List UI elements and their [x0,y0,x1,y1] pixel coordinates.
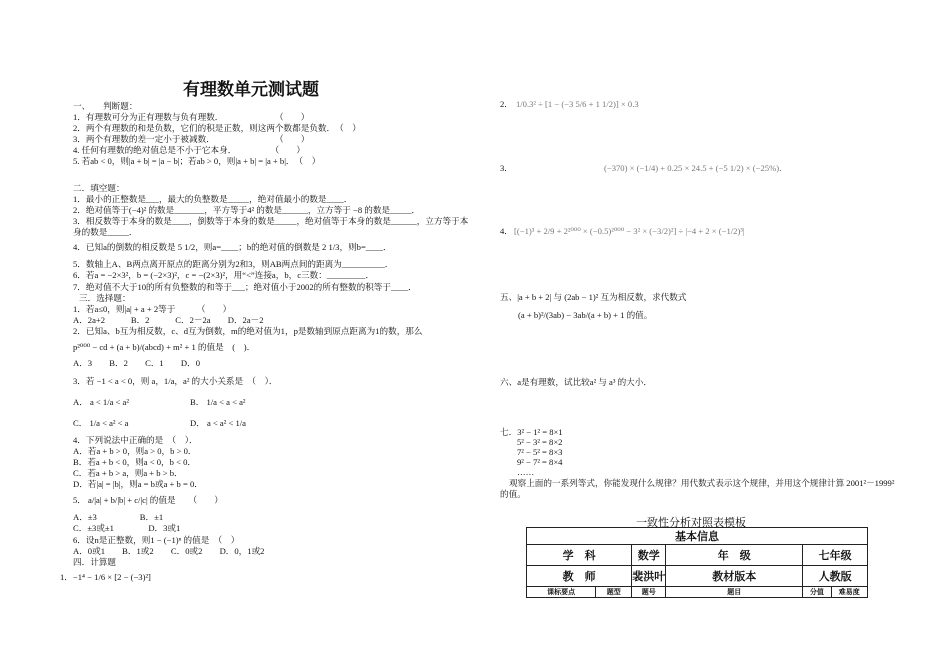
question-7-equation: 9² − 7² = 8×4 [517,457,563,467]
choice-option: C． 1/a < a² < a [73,418,129,428]
label-subject: 学 科 [527,545,632,566]
col-difficulty: 难易度 [831,587,867,598]
fill-item: 1．最小的正整数是___，最大的负整数是_____，绝对值最小的数是____． [73,194,353,204]
section-heading-calc: 四．计算题 [73,557,116,567]
choice-question: 6．设n是正整数，则1 − (−1)ⁿ 的值是 （ ） [73,535,240,545]
judge-item: 5. 若ab < 0，则|a + b| = |a − b|；若ab > 0，则|a + b| = |a + b|． （ ） [73,156,321,166]
label-textbook: 教材版本 [666,566,803,587]
choice-question: 2．已知a、b互为相反数，c、d互为倒数，m的绝对值为1，p是数轴到原点距离为1的数，那么 [73,326,423,336]
judge-item: 1．有理数可分为正有理数与负有理数． （ ） [73,112,310,122]
info-table [526,527,868,598]
col-question-type: 题型 [596,587,632,598]
fill-item: 6．若a = −2×3²，b = (−2×3)²，c = −(2×3)²，用“<”连接a，b，c三数：_________． [73,270,375,280]
choice-question: 4．下列说法中正确的是 （ ）． [73,435,198,445]
calc-number: 4． [500,226,513,236]
choice-question: 1．若a≤0，则|a| + a + 2等于 （ ） [73,304,232,314]
fill-item: 5．数轴上A、B两点离开原点的距离分别为2和3，则AB两点间的距离为__________． [73,259,394,269]
judge-item: 3．两个有理数的差一定小于被减数． （ ） [73,134,310,144]
choice-options: A．2a+2 B．2 C．2－2a D．2a－2 [73,315,264,325]
fill-item: 4．已知a的倒数的相反数是 5 1/2，则a=____；b的绝对值的倒数是 2 1/3，则b=____． [73,242,392,252]
col-question: 题目 [666,587,803,598]
section-heading-judge: 一、 判断题： [73,101,138,111]
calc-question-2: 1/0.3² ÷ [1 − (−3 5/6 + 1 1/2)] × 0.3 [516,99,639,109]
calc-question-1: 1．−1⁴ − 1/6 × [2 − (−3)²] [60,572,151,582]
choice-option: D．若|a| = |b|，则a = b或a + b = 0． [73,479,203,489]
question-7-equation: 七．3² − 1² = 8×1 [500,427,563,437]
choice-options: A．0或1 B．1或2 C．0或2 D．0，1或2 [73,546,265,556]
calc-number: 3． [500,163,513,173]
question-7-ellipsis: …… [517,467,535,477]
fill-item: 3．相反数等于本身的数是____，倒数等于本身的数是_____，绝对值等于本身的数是______，立方等于本 [73,216,469,226]
label-teacher: 教 师 [527,566,632,587]
choice-option: C．若a + b > a，则a + b > b． [73,468,183,478]
choice-option: B． 1/a < a < a² [190,397,246,407]
section-heading-choice: 三．选择题： [79,293,131,303]
fill-item: 2．绝对值等于(−4)² 的数是_______，平方等于4² 的数是______，立方等于 −8 的数是_____． [73,205,421,215]
choice-options: A．3 B．2 C．1 D．0 [73,358,201,368]
col-score: 分值 [803,587,831,598]
fill-item: 身的数是_____． [73,227,138,237]
value-teacher: 裴洪叶 [632,566,666,587]
calc-number: 2． [500,99,513,109]
page-title: 有理数单元测试题 [183,80,319,100]
question-6-text: 六、a是有理数，试比较a² 与 a³ 的大小． [500,377,652,387]
choice-question: 5． a/|a| + b/|b| + c/|c| 的值是 （ ） [73,495,223,505]
calc-question-4: [(−1)³ + 2/9 + 2²⁰⁰⁰ × (−0.5)²⁰⁰⁰ − 3² × (−3/2)²] ÷ |−4 + 2 × (−1/2)³| [514,226,745,236]
fill-item: 7．绝对值不大于10的所有负整数的和等于___；绝对值小于2002的所有整数的积等于____． [73,282,417,292]
question-5-formula: (a + b)²/(3ab) − 3ab/(a + b) + 1 的值。 [518,310,653,320]
col-curriculum-points: 课标要点 [527,587,596,598]
choice-option: A．若a + b > 0，则a > 0，b > 0． [73,446,197,456]
question-7-equation: 7² − 5² = 8×3 [517,447,563,457]
col-question-number: 题号 [632,587,666,598]
question-7-equation: 5² − 3² = 8×2 [517,437,563,447]
value-grade: 七年级 [803,545,868,566]
value-textbook: 人教版 [803,566,868,587]
choice-option: D． a < a² < 1/a [190,418,246,428]
label-grade: 年 级 [666,545,803,566]
choice-option: B．若a + b < 0，则a < 0，b < 0． [73,457,196,467]
judge-item: 4. 任何有理数的绝对值总是不小于它本身． （ ） [73,145,306,155]
choice-options: A．±3 B．±1 [73,512,164,522]
judge-item: 2．两个有理数的和是负数，它们的积是正数，则这两个数都是负数． （ ） [73,123,361,133]
question-5-text: 五、|a + b + 2| 与 (2ab − 1)² 互为相反数，求代数式 [500,292,687,302]
section-heading-fill: 二．填空题： [73,183,125,193]
question-7-text: 的值。 [500,489,526,499]
choice-formula: p²⁰⁰⁰ − cd + (a + b)/(abcd) + m² + 1 的值是 ( )． [73,342,256,352]
question-7-text: 观察上面的一系列等式，你能发现什么规律？用代数式表示这个规律，并用这个规律计算 2001²－1999² [509,478,895,488]
table-header: 基本信息 [527,528,868,545]
choice-option: A． a < 1/a < a² [73,397,129,407]
calc-question-3: (−370) × (−1/4) + 0.25 × 24.5 + (−5 1/2) × (−25%)． [604,163,788,173]
choice-options: C．±3或±1 D．3或1 [73,523,181,533]
choice-question: 3．若 −1 < a < 0，则 a，1/a，a² 的大小关系是 （ ）． [73,376,278,386]
value-subject: 数学 [632,545,666,566]
table-title: 一致性分析对照表模板 [636,516,746,529]
